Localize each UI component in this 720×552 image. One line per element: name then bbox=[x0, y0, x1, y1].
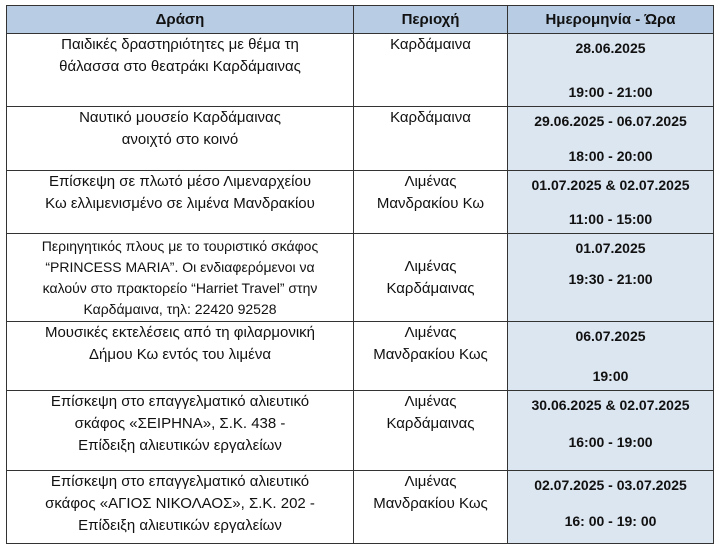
activity-line: θάλασσα στο θεατράκι Καρδάμαινας bbox=[59, 58, 301, 75]
header-row bbox=[7, 6, 714, 34]
area-line: Καρδάμαινας bbox=[386, 415, 475, 432]
header-area: Περιοχή bbox=[354, 6, 508, 34]
activity-line: Επίδειξη αλιευτικών εργαλείων bbox=[78, 517, 282, 534]
table-row bbox=[7, 234, 714, 322]
area-line: Λιμένας bbox=[404, 173, 457, 190]
area-cell bbox=[354, 391, 508, 471]
table-row bbox=[7, 107, 714, 171]
header-datetime: Ημερομηνία - Ώρα bbox=[508, 6, 714, 34]
area-line: Καρδάμαινας bbox=[386, 279, 475, 297]
events-table bbox=[6, 5, 714, 544]
activity-line: Δήμου Κω εντός του λιμένα bbox=[88, 346, 272, 363]
event-date: 28.06.2025 bbox=[575, 40, 646, 56]
event-date: 06.07.2025 bbox=[575, 328, 646, 344]
activity-line: Καρδάμαινα, τηλ: 22420 92528 bbox=[83, 301, 277, 317]
area-cell bbox=[354, 471, 508, 544]
event-date: 29.06.2025 - 06.07.2025 bbox=[534, 113, 687, 129]
area-line: Λιμένας bbox=[404, 324, 457, 341]
event-time: 16: 00 - 19: 00 bbox=[564, 513, 657, 529]
activity-cell bbox=[7, 471, 354, 544]
activity-cell bbox=[7, 171, 354, 234]
activity-line: σκάφος «ΑΓΙΟΣ ΝΙΚΟΛΑΟΣ», Σ.Κ. 202 - bbox=[45, 495, 315, 512]
event-date: 30.06.2025 & 02.07.2025 bbox=[531, 397, 690, 413]
area-cell bbox=[354, 107, 508, 171]
activity-line: “PRINCESS MARIA”. Οι ενδιαφερόμενοι να bbox=[45, 259, 315, 275]
event-time: 19:00 - 21:00 bbox=[568, 84, 653, 100]
table-row bbox=[7, 391, 714, 471]
event-date: 01.07.2025 & 02.07.2025 bbox=[531, 177, 690, 193]
datetime-cell bbox=[508, 234, 714, 322]
area-cell bbox=[354, 322, 508, 391]
activity-line: Επίσκεψη στο επαγγελματικό αλιευτικό bbox=[50, 393, 310, 410]
activity-line: Επίσκεψη στο επαγγελματικό αλιευτικό bbox=[50, 473, 310, 490]
area-line: Καρδάμαινα bbox=[390, 109, 471, 126]
area-line: Λιμένας bbox=[404, 257, 457, 275]
area-line: Καρδάμαινα bbox=[390, 36, 471, 53]
activity-line: Επίσκεψη σε πλωτό μέσο Λιμεναρχείου bbox=[48, 173, 312, 190]
area-line: Λιμένας bbox=[404, 393, 457, 410]
event-date: 01.07.2025 bbox=[575, 240, 646, 256]
event-date: 02.07.2025 - 03.07.2025 bbox=[534, 477, 687, 493]
activity-line: Μουσικές εκτελέσεις από τη φιλαρμονική bbox=[44, 324, 316, 341]
event-time: 18:00 - 20:00 bbox=[568, 148, 653, 164]
area-line: Μανδρακίου Κω bbox=[376, 195, 485, 212]
event-time: 19:30 - 21:00 bbox=[568, 271, 653, 287]
table-row bbox=[7, 471, 714, 544]
activity-line: Ναυτικό μουσείο Καρδάμαινας bbox=[79, 109, 281, 126]
activity-cell bbox=[7, 391, 354, 471]
activity-line: σκάφος «ΣΕΙΡΗΝΑ», Σ.Κ. 438 - bbox=[74, 415, 286, 432]
event-time: 19:00 bbox=[592, 368, 629, 384]
datetime-cell bbox=[508, 171, 714, 234]
area-line: Λιμένας bbox=[404, 473, 457, 490]
area-cell bbox=[354, 34, 508, 107]
datetime-cell bbox=[508, 391, 714, 471]
table-row bbox=[7, 322, 714, 391]
area-cell bbox=[354, 171, 508, 234]
datetime-cell bbox=[508, 34, 714, 107]
activity-line: καλούν στο πρακτορείο “Harriet Travel” στην bbox=[42, 280, 318, 296]
activity-line: Παιδικές δραστηριότητες με θέμα τη bbox=[61, 36, 299, 53]
activity-line: Περιηγητικός πλους με το τουριστικό σκάφος bbox=[41, 238, 319, 254]
event-time: 11:00 - 15:00 bbox=[568, 211, 653, 227]
area-cell bbox=[354, 234, 508, 322]
table-row bbox=[7, 34, 714, 107]
datetime-cell bbox=[508, 322, 714, 391]
activity-cell bbox=[7, 234, 354, 322]
area-line: Μανδρακίου Κως bbox=[373, 495, 488, 512]
activity-cell bbox=[7, 107, 354, 171]
datetime-cell bbox=[508, 471, 714, 544]
event-time: 16:00 - 19:00 bbox=[568, 434, 653, 450]
table-row bbox=[7, 171, 714, 234]
header-activity: Δράση bbox=[7, 6, 354, 34]
datetime-cell bbox=[508, 107, 714, 171]
activity-line: ανοιχτό στο κοινό bbox=[121, 131, 239, 148]
activity-cell bbox=[7, 34, 354, 107]
activity-cell bbox=[7, 322, 354, 391]
activity-line: Επίδειξη αλιευτικών εργαλείων bbox=[78, 437, 282, 454]
area-line: Μανδρακίου Κως bbox=[373, 346, 488, 363]
activity-line: Κω ελλιμενισμένο σε λιμένα Μανδρακίου bbox=[45, 195, 315, 212]
